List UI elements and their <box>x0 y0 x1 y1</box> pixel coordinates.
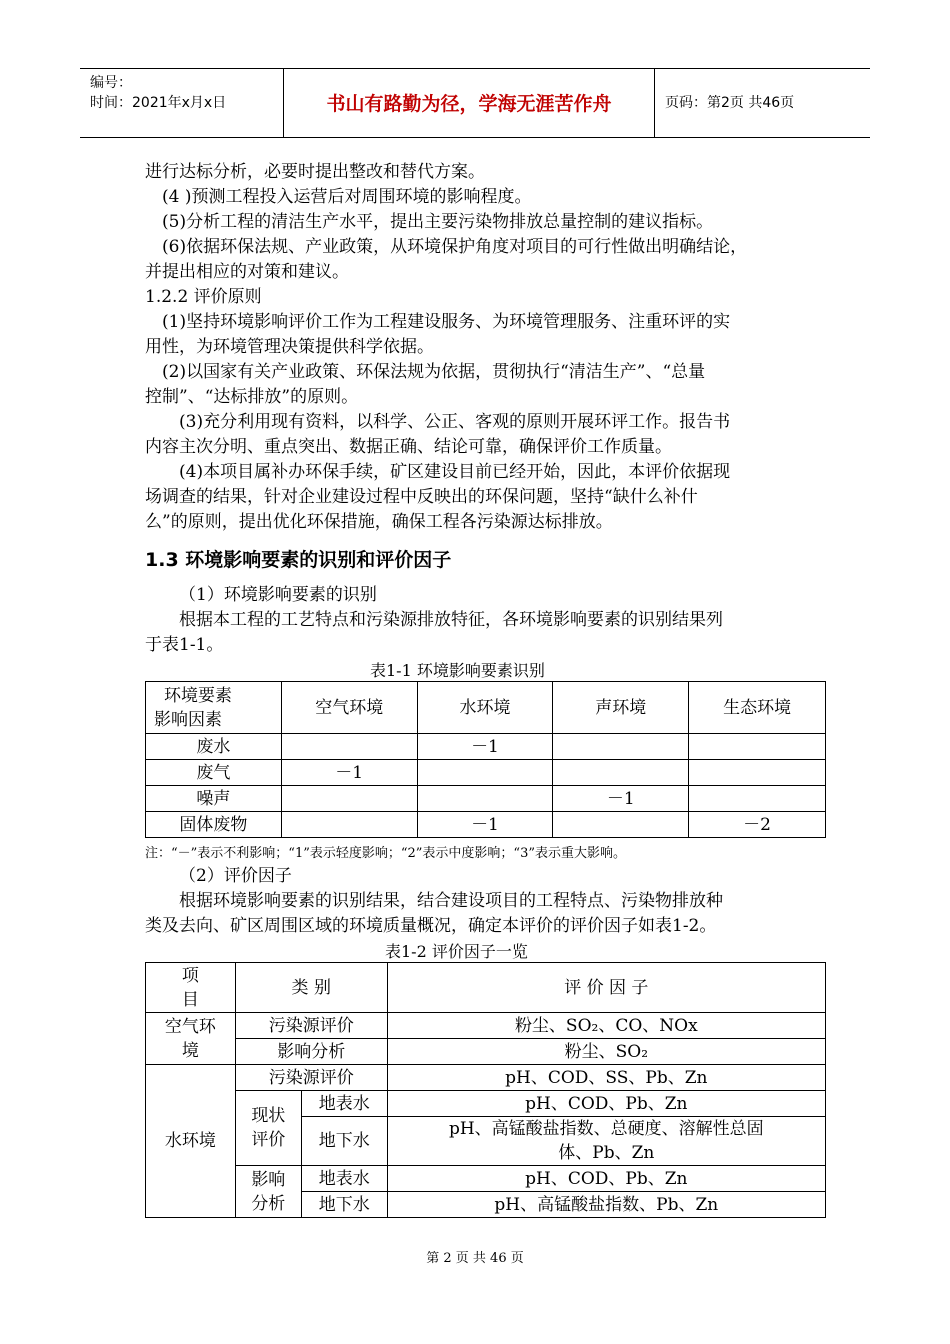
header-factors: 评 价 因 子 <box>387 963 825 1013</box>
table-cell: pH、COD、SS、Pb、Zn <box>387 1065 825 1091</box>
table-cell: 地表水 <box>301 1091 387 1117</box>
table-cell: 地下水 <box>301 1192 387 1218</box>
page-header <box>80 68 870 138</box>
body-line: 么”的原则，提出优化环保措施，确保工程各污染源达标排放。 <box>145 512 613 532</box>
table-cell <box>689 734 826 760</box>
header-item-line: 目 <box>181 989 199 1010</box>
table-row <box>146 812 826 838</box>
cell-line: 体、Pb、Zn <box>558 1143 655 1163</box>
body-line: （2）评价因子 <box>179 866 292 886</box>
body-line: 并提出相应的对策和建议。 <box>145 262 349 282</box>
header-item <box>146 963 236 1013</box>
body-line: 控制”、“达标排放”的原则。 <box>145 387 359 407</box>
body-line: (5)分析工程的清洁生产水平，提出主要污染物排放总量控制的建议指标。 <box>162 212 714 232</box>
table-cell: pH、COD、Pb、Zn <box>387 1166 825 1192</box>
table-cell: －1 <box>281 760 417 786</box>
body-line: (1)坚持环境影响评价工作为工程建设服务、为环境管理服务、注重环评的实 <box>162 312 731 332</box>
header-item-line: 项 <box>181 965 199 986</box>
body-line: (2)以国家有关产业政策、环保法规为依据，贯彻执行“清洁生产”、“总量 <box>162 362 706 382</box>
table-row <box>146 1039 826 1065</box>
water-group: 水环境 <box>146 1065 236 1218</box>
table-cell <box>417 786 553 812</box>
table1-note: 注：“－”表示不利影响；“1”表示轻度影响；“2”表示中度影响；“3”表示重大影响。 <box>145 846 626 861</box>
table-row <box>146 760 826 786</box>
body-line: 于表1-1。 <box>145 635 224 655</box>
body-line: (4)本项目属补办环保手续，矿区建设目前已经开始，因此，本评价依据现 <box>179 462 731 482</box>
table-row <box>146 1065 826 1091</box>
table-cell: pH、COD、Pb、Zn <box>387 1091 825 1117</box>
impact-group-line: 分析 <box>251 1193 286 1214</box>
table-cell: －2 <box>689 812 826 838</box>
corner-bottom: 影响因素 <box>154 709 222 730</box>
corner-top: 环境要素 <box>164 685 232 706</box>
table-cell: 粉尘、SO₂、CO、NOx <box>387 1013 825 1039</box>
table-cell <box>689 760 826 786</box>
date-label: 时间：2021年x月x日 <box>90 95 227 111</box>
table-cell: 污染源评价 <box>235 1013 387 1039</box>
status-group <box>235 1091 301 1166</box>
table-cell: 影响分析 <box>235 1039 387 1065</box>
table1-caption: 表1-1 环境影响要素识别 <box>370 661 545 680</box>
air-group-line: 境 <box>181 1040 199 1061</box>
section-heading: 1.3 环境影响要素的识别和评价因子 <box>145 549 452 571</box>
status-group-line: 评价 <box>251 1130 286 1150</box>
table-row <box>146 1166 826 1192</box>
table-cell: 粉尘、SO₂ <box>387 1039 825 1065</box>
table-header-row <box>146 682 826 734</box>
table-cell <box>417 760 553 786</box>
cell-line: pH、高锰酸盐指数、总硬度、溶解性总固 <box>448 1119 764 1139</box>
row-label: 噪声 <box>146 786 282 812</box>
number-label: 编号： <box>90 75 132 91</box>
row-label: 废水 <box>146 734 282 760</box>
table-cell: －1 <box>417 812 553 838</box>
air-group <box>146 1013 236 1065</box>
table-row <box>146 786 826 812</box>
table-cell: 地下水 <box>301 1117 387 1166</box>
body-line: 根据环境影响要素的识别结果，结合建设项目的工程特点、污染物排放种 <box>179 891 723 911</box>
impact-group <box>235 1166 301 1218</box>
table-cell <box>281 786 417 812</box>
subsection-title: 1.2.2 评价原则 <box>145 287 262 307</box>
table-cell <box>281 734 417 760</box>
row-label: 废气 <box>146 760 282 786</box>
table-cell <box>689 786 826 812</box>
body-line: (4 )预测工程投入运营后对周围环境的影响程度。 <box>162 187 532 207</box>
row-label: 固体废物 <box>146 812 282 838</box>
body-line: 类及去向、矿区周围区域的环境质量概况，确定本评价的评价因子如表1-2。 <box>145 916 717 936</box>
page-footer: 第 2 页 共 46 页 <box>426 1251 524 1266</box>
table-cell <box>281 812 417 838</box>
column-header: 水环境 <box>417 682 553 734</box>
corner-cell <box>146 682 282 734</box>
body-line: （1）环境影响要素的识别 <box>179 585 377 605</box>
table-cell: 污染源评价 <box>235 1065 387 1091</box>
table-cell: 地表水 <box>301 1166 387 1192</box>
column-header: 声环境 <box>553 682 689 734</box>
body-line: 场调查的结果，针对企业建设过程中反映出的环保问题，坚持“缺什么补什 <box>145 487 698 507</box>
body-line: (6)依据环保法规、产业政策，从环境保护角度对项目的可行性做出明确结论， <box>162 237 748 257</box>
body-line: 进行达标分析，必要时提出整改和替代方案。 <box>145 162 485 182</box>
body-line: 根据本工程的工艺特点和污染源排放特征，各环境影响要素的识别结果列 <box>179 610 723 630</box>
table-header-row <box>146 963 826 1013</box>
table-cell <box>553 734 689 760</box>
header-meta <box>80 69 284 137</box>
header-motto: 书山有路勤为径，学海无涯苦作舟 <box>284 69 655 137</box>
table-cell <box>553 812 689 838</box>
body-line: 用性，为环境管理决策提供科学依据。 <box>145 337 434 357</box>
table-cell: －1 <box>417 734 553 760</box>
table-row <box>146 1013 826 1039</box>
table-cell <box>553 760 689 786</box>
evaluation-factor-table <box>145 962 826 1218</box>
status-group-line: 现状 <box>251 1106 286 1126</box>
table2-caption: 表1-2 评价因子一览 <box>385 942 528 961</box>
table-cell: pH、高锰酸盐指数、Pb、Zn <box>387 1192 825 1218</box>
column-header: 空气环境 <box>281 682 417 734</box>
table-cell <box>387 1117 825 1166</box>
air-group-line: 空气环 <box>164 1016 216 1037</box>
header-page-info: 页码：第2页 共46页 <box>665 95 795 111</box>
table-row <box>146 1091 826 1117</box>
column-header: 生态环境 <box>689 682 826 734</box>
body-line: (3)充分利用现有资料，以科学、公正、客观的原则开展环评工作。报告书 <box>179 412 731 432</box>
body-line: 内容主次分明、重点突出、数据正确、结论可靠，确保评价工作质量。 <box>145 437 672 457</box>
impact-factor-table <box>145 681 826 838</box>
header-category: 类 别 <box>235 963 387 1013</box>
impact-group-line: 影响 <box>251 1169 286 1190</box>
table-row <box>146 734 826 760</box>
table-cell: －1 <box>553 786 689 812</box>
